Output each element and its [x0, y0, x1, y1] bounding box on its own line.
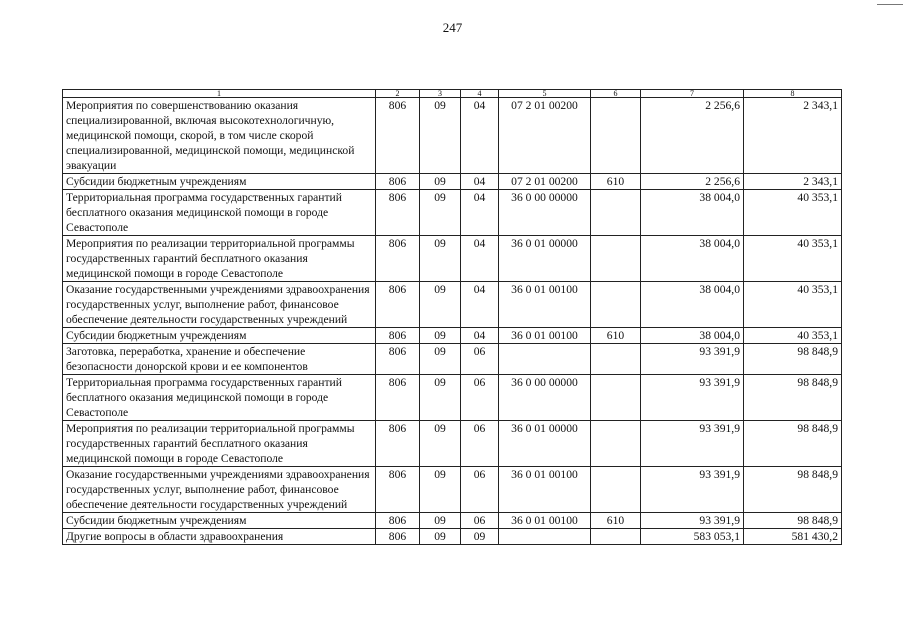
- table-row: [63, 375, 842, 421]
- row-name-cell: Территориальная программа государственных гарантий бесплатного оказания медицинской помощи в городе Севастополе: [63, 190, 376, 236]
- target-article-cell: 36 0 00 00000: [499, 375, 591, 421]
- target-article-cell: 07 2 01 00200: [499, 98, 591, 174]
- amount-year2-cell: 98 848,9: [744, 375, 842, 421]
- expense-type-cell: [591, 282, 641, 328]
- amount-year1-cell: 93 391,9: [641, 344, 744, 375]
- subsection-cell: 06: [461, 513, 499, 529]
- table-row: [63, 344, 842, 375]
- column-header: 2: [376, 90, 420, 98]
- page-number: 247: [442, 20, 463, 35]
- expense-type-cell: [591, 467, 641, 513]
- column-header: 1: [63, 90, 376, 98]
- amount-year1-cell: 38 004,0: [641, 282, 744, 328]
- table-row: [63, 190, 842, 236]
- amount-year2-cell: 98 848,9: [744, 513, 842, 529]
- expense-type-cell: [591, 344, 641, 375]
- column-header: 4: [461, 90, 499, 98]
- subsection-cell: 04: [461, 98, 499, 174]
- budget-table: [62, 89, 842, 545]
- target-article-cell: [499, 529, 591, 545]
- amount-year2-cell: 2 343,1: [744, 174, 842, 190]
- table-row: [63, 467, 842, 513]
- row-name-cell: Территориальная программа государственных гарантий бесплатного оказания медицинской помощи в городе Севастополе: [63, 375, 376, 421]
- target-article-cell: 07 2 01 00200: [499, 174, 591, 190]
- table-row: [63, 236, 842, 282]
- grbs-cell: 806: [376, 529, 420, 545]
- subsection-cell: 04: [461, 190, 499, 236]
- amount-year2-cell: 98 848,9: [744, 344, 842, 375]
- amount-year1-cell: 38 004,0: [641, 190, 744, 236]
- expense-type-cell: [591, 421, 641, 467]
- table-row: [63, 513, 842, 529]
- subsection-cell: 06: [461, 421, 499, 467]
- amount-year2-cell: 581 430,2: [744, 529, 842, 545]
- row-name-cell: Субсидии бюджетным учреждениям: [63, 174, 376, 190]
- column-header: 5: [499, 90, 591, 98]
- table-row: [63, 98, 842, 174]
- subsection-cell: 04: [461, 236, 499, 282]
- amount-year2-cell: 40 353,1: [744, 236, 842, 282]
- target-article-cell: 36 0 01 00100: [499, 328, 591, 344]
- section-cell: 09: [420, 513, 461, 529]
- amount-year2-cell: 98 848,9: [744, 467, 842, 513]
- column-header: 3: [420, 90, 461, 98]
- subsection-cell: 06: [461, 344, 499, 375]
- target-article-cell: 36 0 01 00100: [499, 513, 591, 529]
- subsection-cell: 04: [461, 174, 499, 190]
- section-cell: 09: [420, 375, 461, 421]
- amount-year1-cell: 2 256,6: [641, 98, 744, 174]
- row-name-cell: Оказание государственными учреждениями здравоохранения государственных услуг, выполнение работ, финансовое обеспечение деятельности государственных учреждений: [63, 467, 376, 513]
- amount-year1-cell: 93 391,9: [641, 513, 744, 529]
- section-cell: 09: [420, 236, 461, 282]
- subsection-cell: 06: [461, 375, 499, 421]
- subsection-cell: 04: [461, 328, 499, 344]
- column-header: 8: [744, 90, 842, 98]
- amount-year2-cell: 40 353,1: [744, 328, 842, 344]
- target-article-cell: 36 0 00 00000: [499, 190, 591, 236]
- subsection-cell: 04: [461, 282, 499, 328]
- scan-edge-mark: [877, 4, 903, 5]
- expense-type-cell: [591, 236, 641, 282]
- section-cell: 09: [420, 174, 461, 190]
- row-name-cell: Субсидии бюджетным учреждениям: [63, 328, 376, 344]
- target-article-cell: 36 0 01 00100: [499, 467, 591, 513]
- table-row: [63, 421, 842, 467]
- amount-year1-cell: 93 391,9: [641, 467, 744, 513]
- section-cell: 09: [420, 190, 461, 236]
- row-name-cell: Субсидии бюджетным учреждениям: [63, 513, 376, 529]
- amount-year2-cell: 40 353,1: [744, 282, 842, 328]
- row-name-cell: Заготовка, переработка, хранение и обеспечение безопасности донорской крови и ее компонентов: [63, 344, 376, 375]
- expense-type-cell: 610: [591, 513, 641, 529]
- grbs-cell: 806: [376, 282, 420, 328]
- table-row: [63, 328, 842, 344]
- section-cell: 09: [420, 421, 461, 467]
- expense-type-cell: [591, 529, 641, 545]
- grbs-cell: 806: [376, 513, 420, 529]
- target-article-cell: [499, 344, 591, 375]
- row-name-cell: Оказание государственными учреждениями здравоохранения государственных услуг, выполнение работ, финансовое обеспечение деятельности государственных учреждений: [63, 282, 376, 328]
- section-cell: 09: [420, 282, 461, 328]
- expense-type-cell: 610: [591, 174, 641, 190]
- grbs-cell: 806: [376, 344, 420, 375]
- target-article-cell: 36 0 01 00100: [499, 282, 591, 328]
- row-name-cell: Мероприятия по совершенствованию оказания специализированной, включая высокотехнологичную, медицинской помощи, скорой, в том числе скорой специализированной, медицинской помощи, медицинской эвакуации: [63, 98, 376, 174]
- grbs-cell: 806: [376, 375, 420, 421]
- amount-year1-cell: 38 004,0: [641, 236, 744, 282]
- grbs-cell: 806: [376, 467, 420, 513]
- amount-year1-cell: 583 053,1: [641, 529, 744, 545]
- grbs-cell: 806: [376, 174, 420, 190]
- table-row: [63, 282, 842, 328]
- amount-year1-cell: 93 391,9: [641, 375, 744, 421]
- grbs-cell: 806: [376, 421, 420, 467]
- subsection-cell: 09: [461, 529, 499, 545]
- grbs-cell: 806: [376, 328, 420, 344]
- amount-year2-cell: 2 343,1: [744, 98, 842, 174]
- expense-type-cell: [591, 375, 641, 421]
- grbs-cell: 806: [376, 236, 420, 282]
- section-cell: 09: [420, 328, 461, 344]
- section-cell: 09: [420, 529, 461, 545]
- amount-year1-cell: 2 256,6: [641, 174, 744, 190]
- column-header: 6: [591, 90, 641, 98]
- section-cell: 09: [420, 98, 461, 174]
- section-cell: 09: [420, 344, 461, 375]
- amount-year2-cell: 40 353,1: [744, 190, 842, 236]
- expense-type-cell: [591, 98, 641, 174]
- target-article-cell: 36 0 01 00000: [499, 236, 591, 282]
- row-name-cell: Мероприятия по реализации территориальной программы государственных гарантий бесплатного оказания медицинской помощи в городе Севастополе: [63, 421, 376, 467]
- column-header: 7: [641, 90, 744, 98]
- section-cell: 09: [420, 467, 461, 513]
- table-row: [63, 174, 842, 190]
- row-name-cell: Мероприятия по реализации территориальной программы государственных гарантий бесплатного оказания медицинской помощи в городе Севастополе: [63, 236, 376, 282]
- grbs-cell: 806: [376, 98, 420, 174]
- expense-type-cell: 610: [591, 328, 641, 344]
- amount-year2-cell: 98 848,9: [744, 421, 842, 467]
- subsection-cell: 06: [461, 467, 499, 513]
- expense-type-cell: [591, 190, 641, 236]
- target-article-cell: 36 0 01 00000: [499, 421, 591, 467]
- grbs-cell: 806: [376, 190, 420, 236]
- column-number-row: [63, 90, 842, 98]
- amount-year1-cell: 38 004,0: [641, 328, 744, 344]
- row-name-cell: Другие вопросы в области здравоохранения: [63, 529, 376, 545]
- table-row: [63, 529, 842, 545]
- amount-year1-cell: 93 391,9: [641, 421, 744, 467]
